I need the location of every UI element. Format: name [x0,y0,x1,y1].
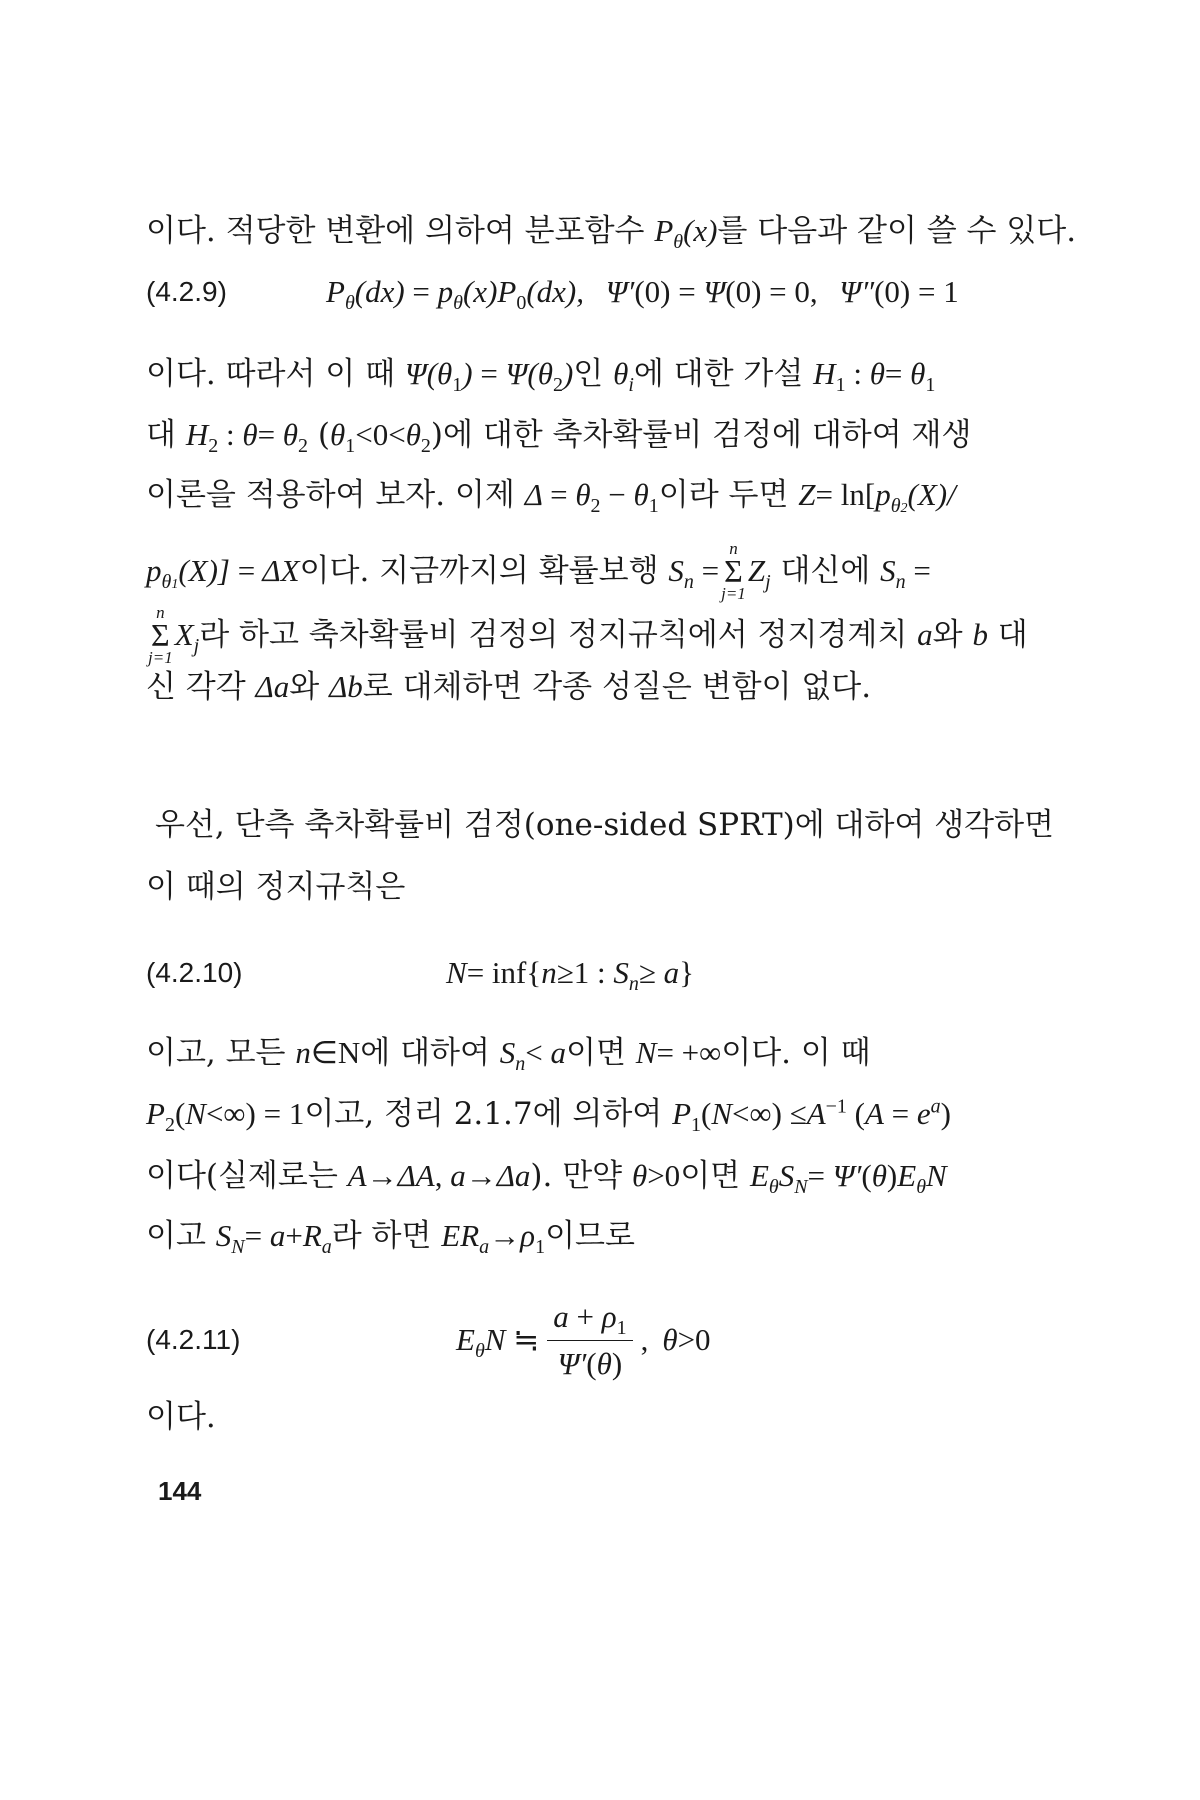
equation-4-2-11: (4.2.11) $E_\theta N$ ≒ $\frac{a + \rho_1}{\Psi'(\theta)}$ , θ>0 [146,1300,1054,1380]
paragraph-4-line-1: 이고, 모든 n∈N 에 대하여 $S_n< a$ 이면 N= +∞ 이다. 이 때 [146,1035,871,1076]
paragraph-2-line-1: 이다. 따라서 이 때 $\Psi(\theta_1) = \Psi(\theta_2)$ 인 $\theta_i$ 에 대한 가설 $H_1$ : $\theta= \theta_1$ [146,356,936,397]
paragraph-5-line-1: 이다. [146,1399,216,1435]
paragraph-3-line-1: 우선, 단측 축차확률비 검정(one-sided SPRT)에 대하여 생각하면 [154,807,1054,843]
equation-number: (4.2.11) [146,1324,241,1355]
paragraph-2-line-6: 신 각각 Δa 와 Δb 로 대체하면 각종 성질은 변함이 없다. [146,669,872,705]
paragraph-2-line-3: 이론을 적용하여 보자. 이제 $\Delta = \theta_2 - \theta_1$ 이라 두면 $Z= \ln[p_{\theta 2}(X)/$ [146,477,956,518]
equation-number: (4.2.10) [146,957,243,988]
paragraph-3-line-2: 이 때의 정지규칙은 [146,869,406,905]
paragraph-2-line-2: 대 $H_2$ : $\theta= \theta_2$ ( $\theta_1<0<\theta_2$ )에 대한 축차확률비 검정에 대하여 재생 [146,417,972,458]
page-number: 144 [158,1476,202,1506]
summation-symbol: n Σ j=1 [148,603,173,667]
equation-4-2-10: (4.2.10) N= inf{n≥1 : $S_n\ge a$} [146,952,1054,994]
paragraph-4-line-2: $P_2(N<\infty) = 1$ 이고, 정리 2.1.7에 의하여 $P_1(N<\infty) \le A^{-1}$ $(A = e^a)$ [146,1095,951,1137]
fraction: $\frac{a + \rho_1}{\Psi'(\theta)}$ [547,1296,632,1385]
paragraph-4-line-3: 이다(실제로는 A→ΔA, a→Δa ). 만약 θ>0 이면 $E_\theta S_N= \Psi'(\theta)E_\theta N$ [146,1158,947,1199]
equation-number: (4.2.9) [146,276,227,307]
summation-symbol: n Σ j=1 [721,539,746,603]
paragraph-1-line-1: 이다. 적당한 변환에 의하여 분포함수 $P_\theta(x)$ 를 다음과 같이 쓸 수 있다. [146,213,1077,254]
equation-4-2-9: (4.2.9) $P_\theta(dx) = p_\theta(x)P_0(dx)$, Ψ′(0) = Ψ(0) = 0, Ψ″(0) = 1 [146,271,1054,313]
paragraph-4-line-4: 이고 $S_N= a+R_a$ 라 하면 $ER_a\to\rho_1$ 이므로 [146,1218,635,1259]
paragraph-2-line-5: n Σ j=1 $X_j$ 라 하고 축차확률비 검정의 정지규칙에서 정지경계치 a 와 b 대 [148,603,1028,667]
paragraph-2-line-4: $p_{\theta 1}(X)] = \Delta X$ 이다. 지금까지의 확률보행 $S_n$ = n Σ j=1 $Z_j$ 대신에 $S_n$ = [146,539,931,603]
